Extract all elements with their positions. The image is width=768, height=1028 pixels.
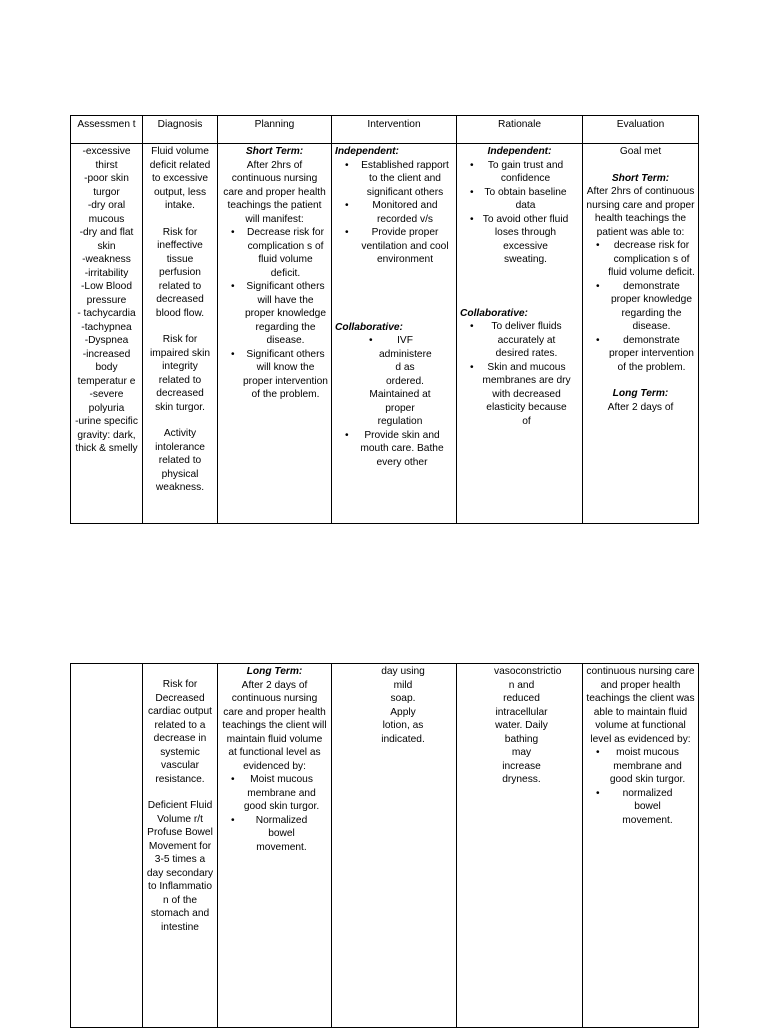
assessment-item: -poor skin turgor — [84, 173, 129, 198]
collaborative-label: Collaborative: — [460, 307, 528, 319]
intervention-text: day using mild soap. Apply lotion, as indicated. — [381, 666, 425, 745]
planning-cell — [218, 144, 332, 524]
independent-interventions — [335, 159, 453, 267]
diagnosis-cell — [143, 144, 218, 524]
header-diagnosis: Diagnosis — [143, 116, 218, 144]
assessment-cell — [71, 144, 143, 524]
list-item: • To avoid other fluid loses through excessive sweating. — [482, 213, 569, 267]
list-item: • Provide skin and mouth care. Bathe every other — [357, 429, 447, 470]
assessment-item: -weakness — [82, 254, 131, 265]
assessment-item: -irritability — [84, 267, 129, 279]
rationale-cell — [457, 144, 583, 524]
independent-label: Independent: — [487, 146, 552, 157]
evaluation-intro: continuous nursing care and proper health teachings the client was able to maintain fluid volume at functional level as evidenced by: — [586, 666, 695, 745]
list-item: • Decrease risk for complication s of fluid volume deficit. — [243, 226, 328, 280]
diagnosis-item: Fluid volume deficit related to excessive output, less intake. — [149, 146, 211, 211]
planning-cell — [218, 664, 332, 1028]
list-item: • demonstrate proper intervention of the problem. — [608, 334, 695, 375]
collaborative-interventions — [369, 334, 431, 388]
header-assessment: Assessmen t — [71, 116, 143, 144]
list-item: • Established rapport to the client and significant others — [357, 159, 453, 200]
planning-intro: After 2hrs of continuous nursing care and proper health teachings the patient will manifest: — [223, 159, 326, 225]
list-item: • To obtain baseline data — [482, 186, 569, 213]
header-evaluation: Evaluation — [583, 116, 699, 144]
assessment-item: -tachypnea — [81, 321, 132, 333]
header-rationale: Rationale — [457, 116, 583, 144]
list-item: • Significant others will know the proper intervention of the problem. — [243, 348, 328, 402]
assessment-item: - tachycardia — [77, 308, 136, 319]
list-item: • Provide proper ventilation and cool environment — [357, 226, 453, 267]
care-plan-table-1 — [70, 115, 699, 524]
assessment-item: -excessive thirst — [82, 146, 131, 171]
evaluation-list — [586, 746, 695, 827]
planning-list — [221, 773, 328, 854]
assessment-item: -increased body temperatur e — [77, 348, 136, 387]
list-item: • To deliver fluids accurately at desired rates. — [482, 320, 571, 361]
collaborative-rationales — [460, 320, 579, 428]
assessment-cell — [71, 664, 143, 1028]
diagnosis-item: Risk for ineffective tissue perfusion related to decreased blood flow. — [155, 226, 205, 319]
planning-intro: After 2 days of continuous nursing care and proper health teachings the client will maintain fluid volume at functional level as evidenced by: — [222, 679, 327, 772]
list-item: • Skin and mucous membranes are dry with decreased elasticity because of — [482, 361, 571, 429]
assessment-item: -Low Blood pressure — [81, 281, 132, 306]
list-item: • demonstrate proper knowledge regarding the disease. — [608, 280, 695, 334]
care-plan-table-2 — [70, 663, 699, 1028]
list-item: • moist mucous membrane and good skin turgor. — [608, 746, 687, 787]
list-item: • To gain trust and confidence — [482, 159, 569, 186]
assessment-item: -severe polyuria — [88, 389, 125, 414]
intervention-cell — [332, 664, 457, 1028]
diagnosis-item: Risk for impaired skin integrity related to decreased skin turgor. — [149, 334, 211, 413]
intervention-cell — [332, 144, 457, 524]
diagnosis-item: Deficient Fluid Volume r/t Profuse Bowel Movement for 3-5 times a day secondary to Inflammatio n of the stomach and intestine — [146, 800, 214, 933]
goal-status: Goal met — [619, 146, 662, 157]
table-row — [71, 664, 699, 1028]
header-intervention: Intervention — [332, 116, 457, 144]
long-term-label: Long Term: — [246, 666, 303, 677]
list-item: • Monitored and recorded v/s — [357, 199, 453, 226]
evaluation-long-intro: After 2 days of — [607, 401, 674, 413]
independent-label: Independent: — [335, 146, 399, 157]
rationale-text: vasoconstrictio n and reduced intracellular water. Daily bathing may increase dryness. — [494, 666, 562, 785]
collaborative-label: Collaborative: — [335, 321, 403, 333]
collaborative-interventions-2 — [335, 429, 453, 470]
rationale-cell — [457, 664, 583, 1028]
assessment-item: -Dyspnea — [84, 335, 129, 346]
table-row — [71, 144, 699, 524]
diagnosis-item: Activity intolerance related to physical weakness. — [155, 428, 205, 493]
diagnosis-item: Risk for Decreased cardiac output related to a decrease in systemic vascular resistance. — [148, 679, 212, 785]
list-item: • decrease risk for complication s of fluid volume deficit. — [608, 239, 695, 280]
list-item: • normalized bowel movement. — [608, 787, 687, 828]
intervention-text: Maintained at proper regulation — [369, 389, 431, 427]
independent-rationales — [460, 159, 579, 267]
header-row — [71, 116, 699, 144]
list-item: • IVF administere d as ordered. — [379, 334, 431, 388]
diagnosis-cell — [143, 664, 218, 1028]
assessment-item: -dry and flat skin — [79, 227, 134, 252]
long-term-label: Long Term: — [612, 388, 669, 399]
assessment-item: -urine specific gravity: dark, thick & smelly — [75, 416, 138, 454]
evaluation-intro: After 2hrs of continuous nursing care and proper health teachings the patient was able to: — [586, 186, 695, 238]
evaluation-cell — [583, 144, 699, 524]
list-item: • Normalized bowel movement. — [243, 814, 320, 855]
header-planning: Planning — [218, 116, 332, 144]
list-item: • Significant others will have the proper knowledge regarding the disease. — [243, 280, 328, 348]
short-term-label: Short Term: — [245, 146, 304, 157]
assessment-item: -dry oral mucous — [87, 200, 126, 225]
planning-list — [221, 226, 328, 402]
list-item: • Moist mucous membrane and good skin turgor. — [243, 773, 320, 814]
short-term-label: Short Term: — [611, 172, 670, 184]
evaluation-list — [586, 239, 695, 374]
evaluation-cell — [583, 664, 699, 1028]
